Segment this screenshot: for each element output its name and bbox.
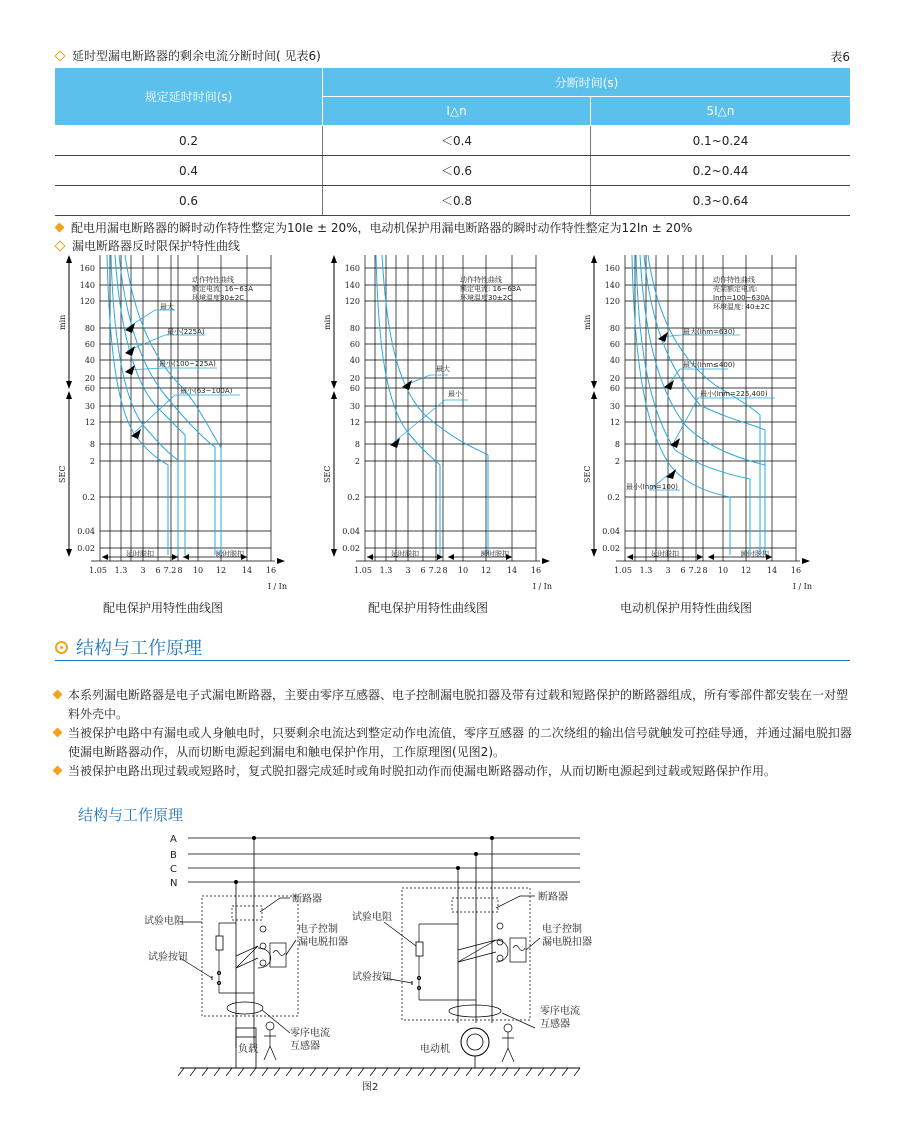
chart-info (713, 275, 770, 311)
load-label: 负载 (238, 1044, 258, 1055)
x-tick: 3 (405, 566, 411, 575)
svg-text:最大(Inm≤400): 最大(Inm≤400) (683, 361, 736, 369)
y-unit-min: min (58, 314, 67, 330)
x-tick: 8 (702, 566, 708, 575)
y-tick: 12 (609, 418, 620, 427)
diamond-bullet-icon (54, 50, 65, 61)
y-tick: 20 (609, 374, 620, 383)
x-tick-labels (354, 566, 541, 575)
svg-text:动作特性曲线: 动作特性曲线 (460, 276, 502, 284)
instant-label: 瞬时脱扣 (741, 550, 769, 558)
svg-text:Inm=100~630A: Inm=100~630A (713, 294, 770, 302)
y-tick: 0.2 (82, 493, 95, 502)
y-tick: 0.02 (602, 544, 620, 553)
chart-distribution-2 (320, 255, 560, 590)
col-in-header: I△n (323, 97, 591, 126)
table6-heading: 延时型漏电断路器的剩余电流分断时间( 见表6) (52, 47, 321, 64)
note-instant: 配电用漏电断路器的瞬时动作特性整定为10Ie ± 20%，电动机保护用漏电断路器的瞬时动作特性整定为12In ± 20% (52, 219, 692, 236)
svg-text:额定电流: 16~63A: 额定电流: 16~63A (460, 285, 522, 293)
y-tick: 0.02 (342, 544, 360, 553)
figure-label: 图2 (362, 1082, 379, 1093)
table6-label: 表6 (830, 50, 850, 64)
svg-text:额定电流: 16~63A: 额定电流: 16~63A (192, 285, 254, 293)
cell-delay: 0.6 (55, 186, 323, 216)
y-tick: 0.04 (342, 527, 360, 536)
x-tick: 3 (665, 566, 671, 575)
x-tick: 8 (177, 566, 183, 575)
y-tick: 8 (354, 440, 360, 449)
y-tick: 140 (344, 281, 360, 290)
col-delay-header: 规定延时时间(s) (55, 68, 323, 126)
x-tick: 6 (680, 566, 686, 575)
diamond-bullet-icon (54, 240, 65, 251)
electronic-release-label: 漏电脱扣器 (298, 937, 348, 948)
breaker-label: 断路器 (538, 892, 568, 903)
x-tick: 12 (480, 566, 492, 575)
y-tick: 80 (84, 324, 95, 333)
x-tick: 10 (192, 566, 204, 575)
phase-lines (170, 834, 580, 889)
svg-text:壳架额定电流:: 壳架额定电流: (713, 285, 758, 293)
y-tick: 160 (604, 264, 620, 273)
x-tick-labels (89, 566, 276, 575)
y-tick: 140 (79, 281, 95, 290)
y-tick: 60 (349, 340, 360, 349)
phase-label: B (170, 850, 177, 861)
y-tick: 8 (614, 440, 620, 449)
chart-info (192, 275, 253, 302)
x-tick: 1.05 (89, 566, 107, 575)
x-tick: 14 (241, 566, 253, 575)
test-button-label: 试验按钮 (148, 952, 188, 963)
svg-text:最小: 最小 (448, 390, 462, 398)
y-tick: 0.2 (607, 493, 620, 502)
y-tick: 0.04 (602, 527, 620, 536)
cell-delay: 0.4 (55, 156, 323, 186)
cell-in: ＜0.8 (323, 186, 591, 216)
x-tick: 6 (155, 566, 161, 575)
motor-label: 电动机 (420, 1044, 450, 1055)
y-unit-sec: SEC (323, 465, 332, 483)
svg-text:动作特性曲线: 动作特性曲线 (192, 276, 234, 284)
y-tick: 30 (349, 402, 360, 411)
x-tick-labels (614, 566, 801, 575)
cell-delay: 0.2 (55, 126, 323, 156)
x-unit: I / In (267, 582, 287, 590)
section-title: 结构与工作原理 (55, 634, 202, 660)
y-tick: 2 (614, 457, 620, 466)
test-button-label: 试验按钮 (352, 972, 392, 983)
y-tick: 160 (79, 264, 95, 273)
x-tick: 14 (506, 566, 518, 575)
phase-label: N (170, 878, 178, 889)
y-tick: 12 (84, 418, 95, 427)
ground-line (178, 1068, 580, 1076)
y-unit-min: min (323, 314, 332, 330)
table-row (55, 156, 850, 186)
x-unit: I / In (792, 582, 812, 590)
zero-sequence-label: 零序电流 (290, 1028, 330, 1039)
x-tick: 10 (457, 566, 469, 575)
x-tick: 1.3 (379, 566, 393, 575)
svg-text:最小(225A): 最小(225A) (167, 328, 205, 336)
y-unit-sec: SEC (583, 465, 592, 483)
chart-caption: 配电保护用特性曲线图 (103, 601, 224, 615)
x-tick: 1.3 (114, 566, 128, 575)
zero-sequence-label: 互感器 (290, 1041, 320, 1052)
y-tick: 80 (349, 324, 360, 333)
chart-motor-protection (580, 255, 820, 590)
y-tick: 30 (609, 402, 620, 411)
col-5in-header: 5I△n (591, 97, 851, 126)
y-tick: 8 (89, 440, 95, 449)
table-row (55, 186, 850, 216)
phase-label: C (170, 864, 177, 875)
y-tick: 40 (609, 356, 620, 365)
y-tick: 60 (609, 384, 620, 393)
x-tick: 16 (265, 566, 277, 575)
instant-label: 瞬时脱扣 (481, 550, 509, 558)
delay-label: 延时脱扣 (391, 550, 419, 558)
y-tick: 12 (349, 418, 360, 427)
svg-text:最小(63~100A): 最小(63~100A) (180, 387, 233, 395)
working-principle-diagram (140, 828, 600, 1098)
x-unit: I / In (532, 582, 552, 590)
y-tick-labels (77, 264, 95, 553)
paragraph: 本系列漏电断路器是电子式漏电断路器，主要由零序互感器、电子控制漏电脱扣器及带有过载和短路保护的断路器组成，所有零部件都安装在一对塑料外壳中。 (55, 686, 855, 724)
cell-5in: 0.3~0.64 (591, 186, 851, 216)
phase-label: A (170, 834, 177, 845)
delay-label: 延时脱扣 (126, 550, 154, 558)
diagram-title: 结构与工作原理 (78, 806, 184, 824)
svg-text:最大: 最大 (436, 365, 450, 373)
curve-annotations (125, 302, 240, 439)
x-tick: 8 (442, 566, 448, 575)
left-circuit (202, 836, 298, 1068)
breaker-label: 断路器 (292, 894, 322, 905)
table-row (55, 126, 850, 156)
test-resistor-label: 试验电阻 (352, 912, 392, 923)
y-tick: 80 (609, 324, 620, 333)
cell-in: ＜0.4 (323, 126, 591, 156)
zero-sequence-label: 互感器 (540, 1019, 570, 1030)
electronic-release-label: 漏电脱扣器 (542, 937, 592, 948)
chart-caption: 电动机保护用特性曲线图 (620, 601, 753, 615)
svg-text:最大(Inm=630): 最大(Inm=630) (683, 328, 736, 336)
table6 (55, 68, 850, 216)
x-tick: 6 (420, 566, 426, 575)
y-tick: 0.2 (347, 493, 360, 502)
paragraph: 当被保护电路出现过载或短路时，复式脱扣器完成延时或角时脱扣动作而使漏电断路器动作，从而切断电源起到过载或短路保护作用。 (55, 762, 855, 781)
y-tick: 60 (84, 340, 95, 349)
electronic-release-label: 电子控制 (298, 924, 338, 935)
cell-in: ＜0.6 (323, 156, 591, 186)
y-tick: 40 (349, 356, 360, 365)
svg-text:环境温度30±2C: 环境温度30±2C (460, 294, 513, 302)
electronic-release-label: 电子控制 (542, 924, 582, 935)
diamond-bullet-icon (55, 223, 65, 233)
right-circuit (402, 836, 530, 1068)
y-tick-labels (342, 264, 360, 553)
paragraph: 当被保护电路中有漏电或人身触电时，只要剩余电流达到整定动作电流值，零序互感器 的二次绕组的输出信号就触发可控硅导通，并通过漏电脱扣器使漏电断路器动作，从而切断电源起到漏电和触电保护作用，工作原理图(见图2)。 (55, 724, 855, 762)
zero-sequence-label: 零序电流 (540, 1006, 580, 1017)
test-resistor-label: 试验电阻 (144, 916, 184, 927)
svg-text:最小(Inm=100): 最小(Inm=100) (626, 483, 679, 491)
x-tick: 12 (215, 566, 227, 575)
y-tick: 60 (349, 384, 360, 393)
x-tick: 1.05 (614, 566, 632, 575)
y-tick: 2 (89, 457, 95, 466)
instant-label: 瞬时脱扣 (216, 550, 244, 558)
y-tick: 20 (349, 374, 360, 383)
col-break-header: 分断时间(s) (323, 68, 851, 97)
svg-text:最小(100~225A): 最小(100~225A) (159, 360, 216, 368)
trip-zones (102, 549, 247, 560)
chart-distribution-1 (55, 255, 295, 590)
svg-text:动作特性曲线: 动作特性曲线 (713, 276, 755, 284)
x-tick: 16 (790, 566, 802, 575)
y-tick-labels (602, 264, 620, 553)
target-circle-icon (55, 641, 68, 654)
y-tick: 60 (84, 384, 95, 393)
cell-5in: 0.2~0.44 (591, 156, 851, 186)
y-tick: 120 (604, 297, 620, 306)
delay-label: 延时脱扣 (651, 550, 679, 558)
svg-text:环境温度: 40±2C: 环境温度: 40±2C (713, 303, 770, 311)
y-tick: 60 (609, 340, 620, 349)
x-tick: 12 (740, 566, 752, 575)
x-tick: 7.2 (163, 566, 177, 575)
curves-heading: 漏电断路器反时限保护特性曲线 (52, 237, 240, 254)
x-tick: 14 (766, 566, 778, 575)
y-unit-min: min (583, 314, 592, 330)
x-tick: 10 (717, 566, 729, 575)
y-tick: 0.02 (77, 544, 95, 553)
chart-frame (591, 255, 810, 564)
cell-5in: 0.1~0.24 (591, 126, 851, 156)
y-tick: 20 (84, 374, 95, 383)
y-tick: 120 (79, 297, 95, 306)
y-tick: 30 (84, 402, 95, 411)
y-tick: 40 (84, 356, 95, 365)
x-tick: 16 (530, 566, 542, 575)
x-tick: 7.2 (688, 566, 702, 575)
chart-frame (66, 255, 285, 564)
x-tick: 1.05 (354, 566, 372, 575)
x-tick: 7.2 (428, 566, 442, 575)
y-tick: 140 (604, 281, 620, 290)
y-tick: 120 (344, 297, 360, 306)
chart-caption: 配电保护用特性曲线图 (368, 601, 489, 615)
svg-text:最大: 最大 (160, 303, 174, 311)
y-tick: 160 (344, 264, 360, 273)
x-tick: 1.3 (639, 566, 653, 575)
y-tick: 2 (354, 457, 360, 466)
section-divider (55, 660, 850, 661)
x-tick: 3 (140, 566, 146, 575)
y-tick: 0.04 (77, 527, 95, 536)
svg-text:最小(Inm=225,400): 最小(Inm=225,400) (700, 390, 768, 398)
y-unit-sec: SEC (58, 465, 67, 483)
svg-text:环境温度30±2C: 环境温度30±2C (192, 294, 245, 302)
